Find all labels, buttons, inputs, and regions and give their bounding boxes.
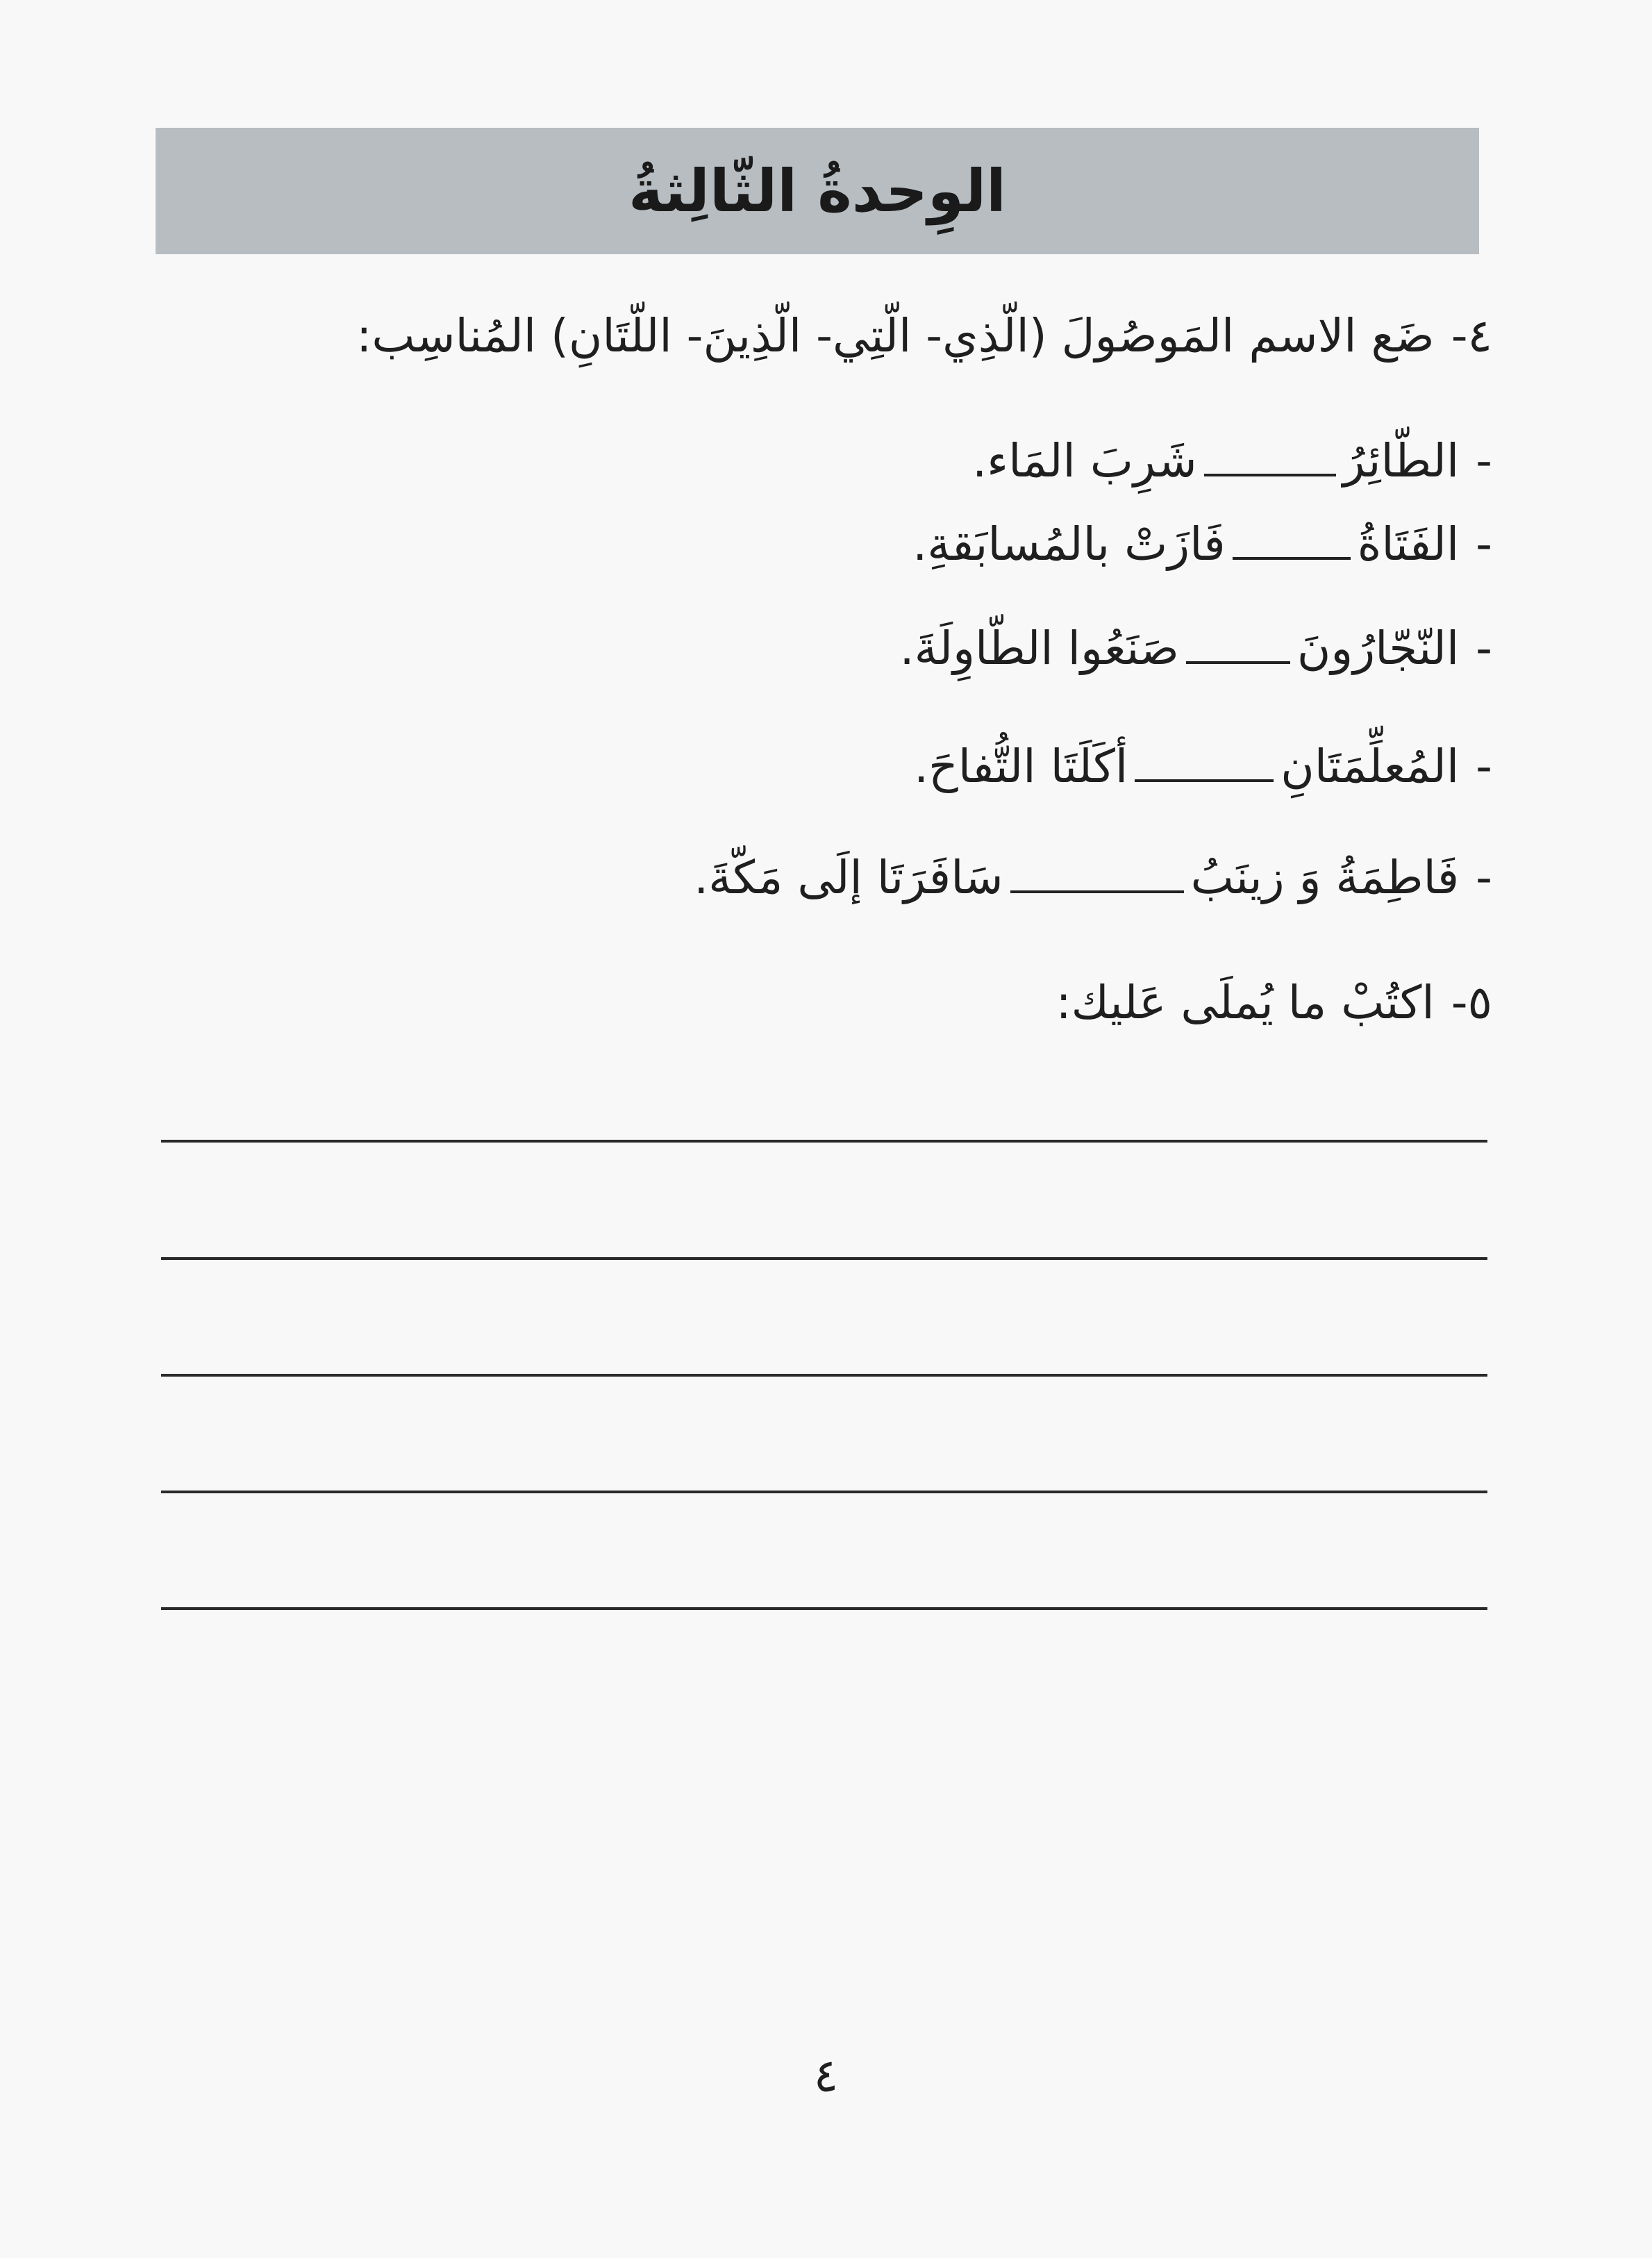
item-dash: - bbox=[1476, 517, 1492, 571]
item-text-before: الفَتَاةُ bbox=[1357, 517, 1460, 571]
exercise-4-item bbox=[900, 622, 1492, 675]
fill-in-blank[interactable] bbox=[1204, 436, 1336, 476]
item-text-after: شَرِبَ المَاء. bbox=[972, 434, 1197, 488]
exercise-4-item bbox=[694, 851, 1492, 904]
item-dash: - bbox=[1476, 851, 1492, 904]
dictation-line[interactable] bbox=[161, 1257, 1487, 1260]
item-text-after: فَازَتْ بالمُسابَقةِ. bbox=[912, 517, 1226, 571]
fill-in-blank[interactable] bbox=[1135, 742, 1274, 782]
item-dash: - bbox=[1476, 740, 1492, 793]
exercise-4-item bbox=[914, 740, 1492, 793]
item-text-before: المُعلِّمَتَانِ bbox=[1280, 740, 1460, 793]
item-text-before: فَاطِمَةُ وَ زينَبُ bbox=[1190, 851, 1460, 904]
page-number: ٤ bbox=[813, 2049, 839, 2102]
fill-in-blank[interactable] bbox=[1186, 624, 1290, 664]
dictation-line[interactable] bbox=[161, 1607, 1487, 1610]
item-dash: - bbox=[1476, 434, 1492, 488]
item-text-after: صَنَعُوا الطّاوِلَةَ. bbox=[899, 622, 1179, 675]
unit-header-bar bbox=[156, 128, 1479, 254]
exercise-4-instruction: ضَع الاسم المَوصُولَ (الّذِي- الّتِي- الّذِينَ- اللّتَانِ) المُناسِب: bbox=[356, 309, 1435, 363]
dictation-line[interactable] bbox=[161, 1491, 1487, 1493]
item-dash: - bbox=[1476, 622, 1492, 675]
unit-title: الوِحدةُ الثّالِثةُ bbox=[628, 157, 1006, 225]
exercise-4-item bbox=[972, 434, 1492, 488]
exercise-5-number: ٥- bbox=[1451, 976, 1492, 1029]
item-text-before: النّجّارُونَ bbox=[1296, 622, 1460, 675]
exercise-4-item bbox=[912, 517, 1492, 571]
item-text-after: أكَلَتَا التُّفاحَ. bbox=[914, 740, 1128, 793]
fill-in-blank[interactable] bbox=[1010, 853, 1184, 893]
exercise-4-instruction-line bbox=[356, 309, 1492, 363]
exercise-5-instruction-line bbox=[1056, 976, 1492, 1029]
dictation-line[interactable] bbox=[161, 1140, 1487, 1143]
exercise-4-number: ٤- bbox=[1451, 309, 1492, 363]
item-text-after: سَافَرَتَا إلَى مَكّةَ. bbox=[694, 851, 1003, 904]
dictation-line[interactable] bbox=[161, 1374, 1487, 1377]
exercise-5-instruction: اكتُبْ ما يُملَى عَليك: bbox=[1056, 976, 1435, 1029]
fill-in-blank[interactable] bbox=[1233, 520, 1351, 560]
item-text-before: الطّائِرُ bbox=[1342, 434, 1460, 488]
